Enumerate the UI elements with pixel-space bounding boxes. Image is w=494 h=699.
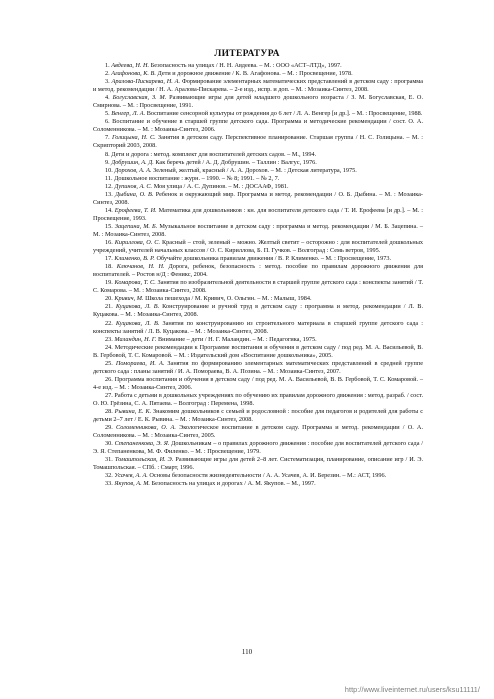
- reference-text: Красный – стой, зеленый – можно. Желтый светит – осторожно : для воспитателей дошкольных учреждений, учителей начальных классов / О. С. Кириллова, Б. П. Гучков. – Волгоград : Семь ветров, 1995.: [93, 239, 424, 255]
- reference-text: Занятия по изобразительной деятельности в старшей группе детского сада : конспекты занятий / Т. С. Комарова. – М. : Мозаика-Синтез, 2008.: [93, 279, 424, 295]
- reference-text: Программа воспитания и обучения в детском саду / под ред. М. А. Васильевой, В. В. Гербовой, Т. С. Комаровой. – 4-е изд. – М. : Мозаика-Синтез, 2006.: [93, 375, 423, 391]
- reference-text: Ребенок и окружающий мир. Программа и метод. рекомендации / О. Б. Дыбина. – М. : Мозаика-Синтез, 2008.: [93, 190, 423, 206]
- reference-text: Внимание – дети / Н. Г. Маландин. – М. : Педагогика, 1975.: [158, 335, 317, 343]
- reference-author: Маландин, Н. Г.: [114, 335, 157, 343]
- reference-number: 3.: [105, 78, 112, 86]
- reference-number: 5.: [105, 110, 112, 118]
- reference-number: 26.: [105, 375, 115, 383]
- reference-author: Ключанов, Н. Н.: [116, 263, 165, 271]
- reference-author: Добрушин, А. Д.: [111, 158, 154, 166]
- reference-item: [93, 472, 423, 480]
- reference-author: Кириллова, О. С.: [114, 239, 161, 247]
- reference-text: Обучайте дошкольника правилам движения / В. Р. Клименко. – М. : Просвещение, 1973.: [156, 255, 392, 263]
- reference-text: Дорога, ребенок, безопасность : метод. пособие по правилам дорожного движения для воспитателей. – Ростов н/Д : Феникс, 2004.: [93, 263, 424, 279]
- page-title: ЛИТЕРАТУРА: [214, 49, 280, 59]
- reference-item: [93, 456, 423, 472]
- reference-text: Воспитание сенсорной культуры от рождения до 6 лет / Л. А. Венгер [и др.]. – М. : Просвещение, 1988.: [146, 110, 423, 118]
- reference-item: [93, 424, 423, 440]
- reference-number: 18.: [105, 263, 117, 271]
- reference-number: 8.: [105, 150, 112, 158]
- reference-item: [93, 295, 423, 303]
- reference-number: 1.: [105, 62, 112, 69]
- reference-item: [93, 70, 423, 78]
- reference-author: Дыбина, О. В.: [115, 190, 154, 198]
- reference-item: [93, 263, 423, 279]
- reference-text: Безопасность на улицах / Н. Н. Авдеева. – М. : ООО «АСТ–ЛТД», 1997.: [150, 62, 342, 69]
- reference-item: [93, 255, 423, 263]
- reference-number: 22.: [105, 319, 116, 327]
- reference-item: [93, 183, 423, 191]
- reference-item: [93, 408, 423, 424]
- reference-text: Занятия в детском саду. Перспективное планирование. Старшая группа / Н. С. Голицына. – М. : Скрипторий 2003, 2008.: [93, 134, 424, 150]
- reference-item: [93, 118, 423, 134]
- reference-number: 13.: [105, 190, 116, 198]
- reference-item: [93, 175, 423, 183]
- reference-number: 24.: [105, 343, 115, 351]
- reference-text: Музыкальное воспитание в детском саду : программа и метод. рекомендации / М. Б. Зацепина. – М. : Мозаика-Синтез, 2008.: [93, 222, 424, 238]
- reference-text: Дошкольное воспитание : журн. – 1990. – № 8; 1991. – № 2, 7.: [114, 174, 280, 182]
- reference-number: 19.: [105, 279, 115, 287]
- reference-number: 12.: [105, 182, 115, 190]
- reference-number: 32.: [105, 472, 115, 480]
- reference-number: 16.: [105, 239, 115, 247]
- reference-text: Знакомим дошкольников с семьей и родословной : пособие для педагогов и родителей для работы с детьми 2–7 лет / Е. К. Рывина. – М. : Мозаика-Синтез, 2008.: [93, 408, 424, 424]
- reference-item: [93, 223, 423, 239]
- reference-author: Авдеева, Н. Н.: [111, 62, 150, 69]
- reference-author: Ерофеева, Т. И.: [114, 206, 157, 214]
- reference-author: Помораева, И. А.: [115, 359, 165, 367]
- reference-number: 14.: [105, 206, 115, 214]
- reference-author: Дорохов, А. А.: [114, 166, 152, 174]
- reference-number: 4.: [105, 94, 113, 102]
- reference-number: 25.: [105, 359, 116, 367]
- reference-text: Методические рекомендации к Программе воспитания и обучения в детском саду / под ред. М. А. Васильевой, В. В. Гербовой, Т. С. Комаровой. – М. : Издательский дом «Воспитание дошкольника», 2005.: [93, 343, 423, 359]
- reference-item: [93, 78, 423, 94]
- reference-author: Усачев, А. А.: [114, 472, 148, 480]
- reference-number: 17.: [105, 255, 115, 263]
- reference-item: [93, 94, 423, 110]
- reference-item: [93, 191, 423, 207]
- reference-number: 23.: [105, 335, 115, 343]
- reference-number: 33.: [105, 480, 115, 488]
- reference-text: Безопасность на улицах и дорогах / А. М. Якупов. – М., 1997.: [151, 480, 316, 488]
- reference-text: Моя улица / А. С. Дупинов. – М. : ДОСААФ, 1981.: [153, 182, 289, 190]
- reference-author: Клименко, В. Р.: [114, 255, 155, 263]
- reference-number: 27.: [105, 391, 115, 399]
- reference-author: Дупинов, А. С.: [114, 182, 153, 190]
- reference-text: Воспитание и обучение в старшей группе детского сада. Программа и методические рекомендации / сост. О. А. Соломенникова. – М. : Мозаика-Синтез, 2006.: [93, 118, 424, 134]
- reference-list: [93, 62, 423, 488]
- reference-number: 6.: [105, 118, 113, 126]
- reference-author: Комарова, Т. С.: [114, 279, 156, 287]
- reference-text: Дети и дорога : метод. комплект для воспитателей детских садов. – М., 1994.: [111, 150, 317, 158]
- reference-item: [93, 62, 423, 70]
- reference-number: 7.: [105, 134, 113, 142]
- reference-text: Дошкольникам – о правилах дорожного движения : пособие для воспитателей детского сада / Э. Я. Степаненкова, М. Ф. Филенко. – М. : Просвещение, 1979.: [93, 440, 424, 456]
- reference-number: 31.: [105, 456, 115, 464]
- reference-text: Работа с детьми в дошкольных учреждениях по обучению их правилам дорожного движения : метод. разраб. / сост. О. Ю. Грёзина, С. А. Пятаева. – Волгоград : Перемена, 1998.: [93, 391, 424, 407]
- reference-item: [93, 167, 423, 175]
- reference-item: [93, 110, 423, 118]
- reference-author: Богуславская, З. М.: [112, 94, 167, 102]
- reference-author: Агафонова, К. В.: [111, 70, 156, 78]
- reference-item: [93, 336, 423, 344]
- reference-item: [93, 239, 423, 255]
- reference-text: Конструирование и ручной труд в детском саду : программа и метод. рекомендации / Л. В. Куцакова. – М. : Мозаика-Синтез, 2008.: [93, 303, 424, 319]
- reference-item: [93, 134, 423, 150]
- reference-text: Зеленый, желтый, красный / А. А. Дорохов. – М. : Детская литература, 1975.: [153, 166, 357, 174]
- reference-number: 20.: [105, 295, 115, 303]
- reference-number: 9.: [105, 158, 112, 166]
- reference-item: [93, 159, 423, 167]
- reference-text: Развивающие игры для детей младшего дошкольного возраста / З. М. Богуславская, Е. О. Смирнова. – М. : Просвещение, 1991.: [93, 94, 423, 110]
- reference-author: Голицына, Н. С.: [112, 134, 156, 142]
- page-number: 110: [241, 648, 253, 656]
- reference-text: Формирование элементарных математических представлений в детском саду : программа и метод. рекомендации / Н. А. Аралова-Пискарева. – 2-е изд., испр. и доп. – М. : Мозаика-Синтез, 2008.: [93, 78, 423, 94]
- reference-number: 10.: [105, 166, 115, 174]
- reference-author: Куцакова, Л. В.: [115, 319, 160, 327]
- reference-number: 11.: [105, 174, 115, 182]
- reference-author: Томашпольская, И. Э.: [114, 456, 174, 464]
- reference-item: [93, 392, 423, 408]
- reference-text: Развивающие игры для детей 2–8 лет. Систематизация, планирование, описание игр / И. Э. Томашпольская. – СПб. : Смарт, 1996.: [93, 456, 424, 472]
- reference-text: Школа пешехода / М. Кривич, О. Ольгин. – М. : Малыш, 1984.: [145, 295, 312, 303]
- reference-item: [93, 303, 423, 319]
- reference-item: [93, 360, 423, 376]
- reference-item: [93, 151, 423, 159]
- reference-number: 15.: [105, 222, 115, 230]
- reference-author: Куцакова, Л. В.: [115, 303, 160, 311]
- reference-author: Степаненкова, Э. Я.: [114, 440, 170, 448]
- reference-author: Рывина, Е. К.: [114, 408, 152, 416]
- reference-number: 21.: [105, 303, 116, 311]
- reference-author: Якупов, А. М.: [114, 480, 150, 488]
- reference-item: [93, 279, 423, 295]
- reference-item: [93, 344, 423, 360]
- reference-text: Дети и дорожное движение / К. В. Агафонова. – М. : Просвещение, 1978.: [157, 70, 353, 78]
- reference-number: 29.: [105, 424, 116, 432]
- reference-item: [93, 376, 423, 392]
- reference-number: 2.: [105, 70, 112, 78]
- reference-text: Основы безопасности жизнедеятельности / А. А. Усачев, А. И. Березин. – М.: АСТ, 1996.: [149, 472, 387, 480]
- reference-author: Аралова-Пискарева, Н. А.: [111, 78, 181, 86]
- reference-text: Как беречь детей / А. Д. Добрушин. – Таллин : Валгус, 1976.: [155, 158, 317, 166]
- reference-number: 30.: [105, 440, 115, 448]
- reference-author: Зацепина, М. Б.: [114, 222, 158, 230]
- reference-text: Математика для дошкольников : кн. для воспитателя детского сада / Т. И. Ерофеева [и др.]. – М. : Просвещение, 1993.: [93, 206, 424, 222]
- reference-author: Кривич, М.: [114, 295, 144, 303]
- watermark-url[interactable]: http://www.liveinternet.ru/users/ksu11111/: [344, 685, 480, 694]
- reference-text: Экологическое воспитание в детском саду. Программа и метод. рекомендации / О. А. Соломенникова. – М. : Мозаика-Синтез, 2005.: [93, 424, 424, 440]
- reference-author: Соломенникова, О. А.: [115, 424, 176, 432]
- reference-number: 28.: [105, 408, 115, 416]
- reference-author: Венгер, Л. А.: [111, 110, 146, 118]
- reference-item: [93, 480, 423, 488]
- reference-text: Занятия по формированию элементарных математических представлений в средней группе детского сада : планы занятий / И. А. Помораева, В. А. Позина. – М. : Мозаика-Синтез, 2007.: [93, 359, 423, 375]
- reference-item: [93, 320, 423, 336]
- reference-item: [93, 207, 423, 223]
- reference-text: Занятия по конструированию из строительного материала в старшей группе детского сада : конспекты занятий / Л. В. Куцакова. – М. : Мозаика-Синтез, 2008.: [93, 319, 424, 335]
- reference-item: [93, 440, 423, 456]
